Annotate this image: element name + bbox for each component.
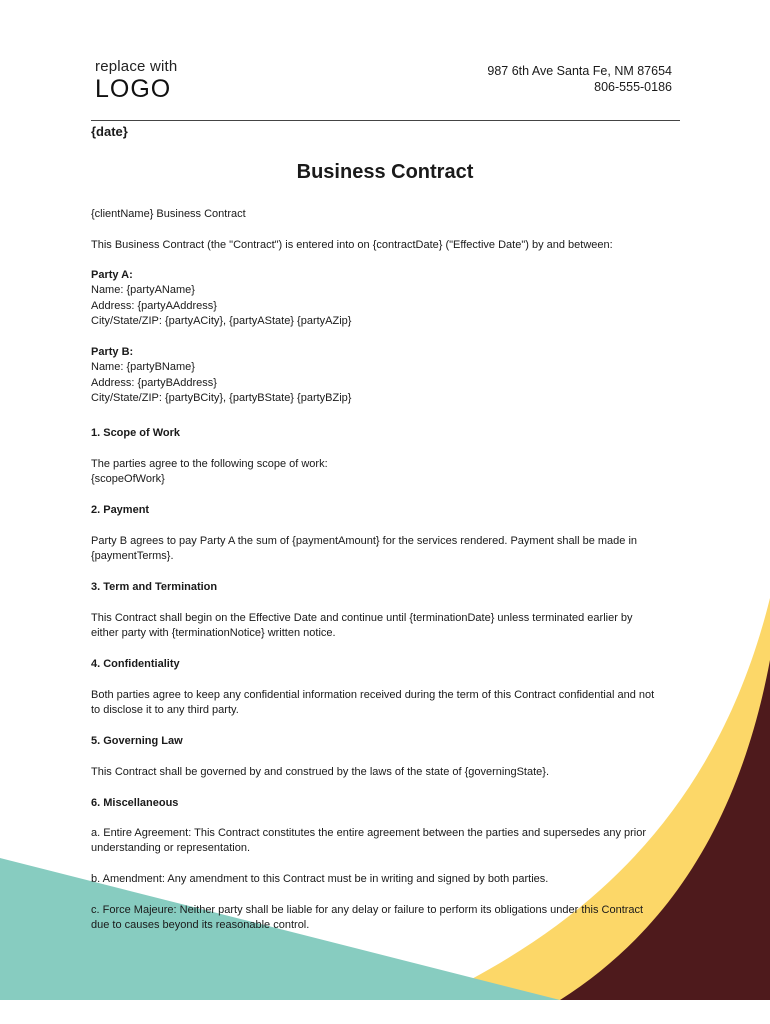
date-field: {date} <box>91 124 128 139</box>
logo-line2: LOGO <box>95 75 172 103</box>
party-a-city: City/State/ZIP: {partyACity}, {partyAState} {partyAZip} <box>91 315 352 327</box>
header-divider <box>91 120 680 121</box>
party-b-name: Name: {partyBName} <box>91 361 195 373</box>
party-b-address: Address: {partyBAddress} <box>91 377 217 389</box>
party-b-heading: Party B: <box>91 346 134 358</box>
payment-text-line2: {paymentTerms}. <box>91 550 174 562</box>
party-a-name: Name: {partyAName} <box>91 284 195 296</box>
phone-line: 806-555-0186 <box>594 80 672 94</box>
payment-text-line1: Party B agrees to pay Party A the sum of {paymentAmount} for the services rendered. Payment shall be made in <box>91 535 638 547</box>
party-a-heading: Party A: <box>91 269 133 281</box>
logo-placeholder <box>95 58 215 108</box>
misc-c-line1: c. Force Majeure: Neither party shall be liable for any delay or failure to perform its obligations under this Contract <box>91 904 644 916</box>
misc-b-line1: b. Amendment: Any amendment to this Contract must be in writing and signed by both parties. <box>91 873 549 885</box>
term-text-line1: This Contract shall begin on the Effective Date and continue until {terminationDate} unless terminated earlier by <box>91 612 633 624</box>
section-heading-payment: 2. Payment <box>91 504 150 516</box>
company-address-block <box>487 63 672 95</box>
confidentiality-text-line1: Both parties agree to keep any confidential information received during the term of this Contract confidential and not <box>91 689 655 701</box>
law-text-line1: This Contract shall be governed by and construed by the laws of the state of {governingState}. <box>91 766 550 778</box>
scope-text-line1: The parties agree to the following scope of work: <box>91 458 328 470</box>
section-heading-misc: 6. Miscellaneous <box>91 797 179 809</box>
party-a-address: Address: {partyAAddress} <box>91 300 217 312</box>
section-heading-confidentiality: 4. Confidentiality <box>91 658 180 670</box>
section-heading-scope: 1. Scope of Work <box>91 427 181 439</box>
party-b-city: City/State/ZIP: {partyBCity}, {partyBState} {partyBZip} <box>91 392 352 404</box>
term-text-line2: either party with {terminationNotice} written notice. <box>91 627 336 639</box>
misc-c-line2: due to causes beyond its reasonable control. <box>91 919 310 931</box>
misc-a-line1: a. Entire Agreement: This Contract constitutes the entire agreement between the parties and supersedes any prior <box>91 827 647 839</box>
client-line: {clientName} Business Contract <box>91 208 246 220</box>
section-heading-law: 5. Governing Law <box>91 735 183 747</box>
logo-line1: replace with <box>95 58 178 75</box>
address-line: 987 6th Ave Santa Fe, NM 87654 <box>487 64 672 78</box>
misc-a-line2: understanding or representation. <box>91 842 250 854</box>
intro-statement: This Business Contract (the "Contract") is entered into on {contractDate} ("Effective Date") by and between: <box>91 239 613 251</box>
section-heading-term: 3. Term and Termination <box>91 581 218 593</box>
document-title: Business Contract <box>296 161 474 183</box>
confidentiality-text-line2: to disclose it to any third party. <box>91 704 239 716</box>
scope-text-line2: {scopeOfWork} <box>91 473 165 485</box>
